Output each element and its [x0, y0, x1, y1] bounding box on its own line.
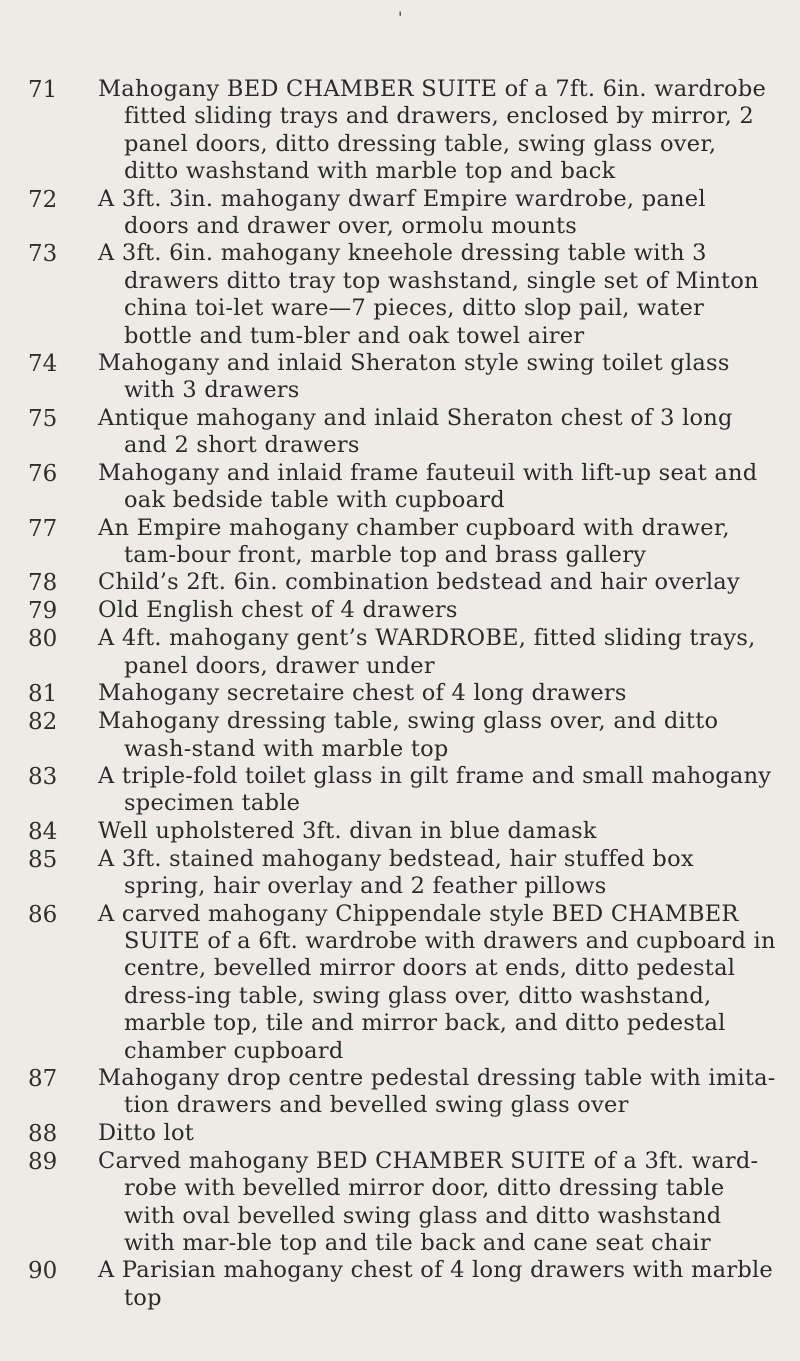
lot-number: 88	[28, 1120, 58, 1147]
lot-entry	[28, 597, 776, 625]
lot-description: Well upholstered 3ft. divan in blue damask	[98, 817, 597, 844]
lot-entry	[28, 846, 776, 901]
lot-entry	[28, 76, 776, 186]
lot-entry	[28, 680, 776, 708]
lot-description: Mahogany and inlaid frame fauteuil with lift-up seat and oak bedside table with cupboard	[98, 459, 758, 514]
lot-number: 78	[28, 570, 58, 597]
lot-number: 89	[28, 1148, 58, 1175]
lot-number: 86	[28, 901, 58, 928]
lot-number: 75	[28, 405, 58, 432]
lot-number: 81	[28, 681, 58, 708]
lot-entry	[28, 569, 776, 597]
lot-entry	[28, 186, 776, 241]
lot-number: 90	[28, 1258, 58, 1285]
lot-entry	[28, 460, 776, 515]
lot-entry	[28, 240, 776, 350]
lot-number: 84	[28, 818, 58, 845]
lot-number: 73	[28, 241, 58, 268]
lot-description: A 3ft. 3in. mahogany dwarf Empire wardrobe, panel doors and drawer over, ormolu mounts	[98, 185, 706, 240]
lot-description: Mahogany dressing table, swing glass over, and ditto wash-stand with marble top	[98, 708, 719, 762]
lot-number: 80	[28, 626, 58, 653]
lot-number: 79	[28, 598, 58, 625]
lot-entry	[28, 405, 776, 460]
lot-number: 71	[28, 77, 58, 103]
lot-description: Mahogany secretaire chest of 4 long drawers	[98, 680, 627, 707]
lot-number: 77	[28, 515, 58, 542]
lot-description: Mahogany drop centre pedestal dressing table with imita-tion drawers and bevelled swing glass over	[98, 1065, 776, 1119]
lot-description: Old English chest of 4 drawers	[98, 597, 458, 624]
lot-description: A 4ft. mahogany gent’s WARDROBE, fitted sliding trays, panel doors, drawer under	[98, 625, 756, 679]
lot-number: 82	[28, 709, 58, 736]
lot-description: Mahogany and inlaid Sheraton style swing toilet glass with 3 drawers	[98, 350, 730, 404]
top-mark: '	[398, 8, 403, 27]
lot-description: A triple-fold toilet glass in gilt frame and small mahogany specimen table	[98, 762, 772, 817]
lot-description: A 3ft. stained mahogany bedstead, hair stuffed box spring, hair overlay and 2 feather pillows	[98, 845, 694, 900]
lot-entry	[28, 901, 776, 1065]
lot-number: 76	[28, 460, 58, 487]
lot-entry	[28, 625, 776, 680]
lot-number: 72	[28, 186, 58, 213]
lot-entry	[28, 1120, 776, 1148]
lot-entry	[28, 1065, 776, 1120]
lot-entry	[28, 515, 776, 570]
lot-description: Mahogany BED CHAMBER SUITE of a 7ft. 6in. wardrobe fitted sliding trays and drawers, enclosed by mirror, 2 panel doors, ditto dressing table, swing glass over, ditto washstand with marble top and back	[98, 76, 767, 185]
lot-description: A Parisian mahogany chest of 4 long drawers with marble top	[98, 1257, 773, 1311]
lot-description: Carved mahogany BED CHAMBER SUITE of a 3ft. ward-robe with bevelled mirror door, ditto dressing table with oval bevelled swing glass and ditto washstand with mar-ble top and tile back and cane seat chair	[98, 1147, 759, 1257]
lot-entry	[28, 350, 776, 405]
lot-description: Antique mahogany and inlaid Sheraton chest of 3 long and 2 short drawers	[98, 404, 733, 459]
lot-description: A carved mahogany Chippendale style BED CHAMBER SUITE of a 6ft. wardrobe with drawers and cupboard in centre, bevelled mirror doors at ends, ditto pedestal dress-ing table, swing glass over, ditto washstand, marble top, tile and mirror back, and ditto pedestal chamber cupboard	[98, 900, 776, 1064]
lot-entry	[28, 1148, 776, 1258]
lot-description: Ditto lot	[98, 1119, 195, 1146]
lot-description: Child’s 2ft. 6in. combination bedstead and hair overlay	[98, 569, 740, 596]
lot-entry	[28, 818, 776, 846]
lot-entry	[28, 1257, 776, 1312]
lot-number: 83	[28, 763, 58, 790]
lot-number: 74	[28, 351, 58, 378]
lot-description: A 3ft. 6in. mahogany kneehole dressing table with 3 drawers ditto tray top washstand, single set of Minton china toi-let ware—7 pieces, ditto slop pail, water bottle and tum-bler and oak towel airer	[98, 240, 759, 349]
lot-entry	[28, 708, 776, 763]
lot-description: An Empire mahogany chamber cupboard with drawer, tam-bour front, marble top and brass gallery	[98, 514, 730, 568]
lot-list	[28, 76, 776, 1312]
lot-number: 85	[28, 846, 58, 873]
lot-entry	[28, 763, 776, 818]
lot-number: 87	[28, 1066, 58, 1092]
